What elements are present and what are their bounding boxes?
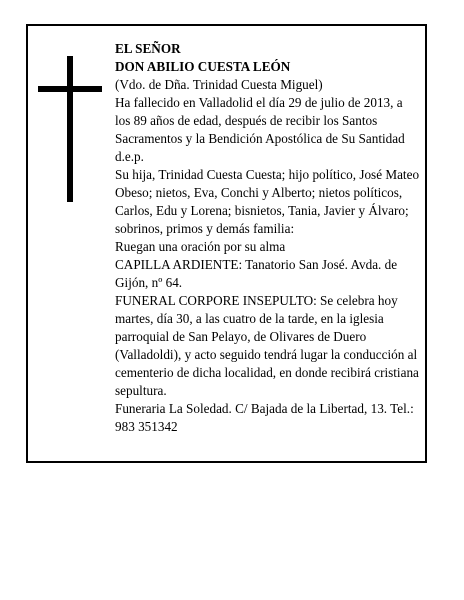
funeral-info: FUNERAL CORPORE INSEPULTO: Se celebra hoy martes, día 30, a las cuatro de la tarde, en la iglesia parroquial de San Pelayo, de Olivares de Duero (Valladoldi), y acto seguido tendrá lugar la conducción al cementerio de dicha localidad, en donde recibirá cristiana sepultura. xyxy=(115,293,419,398)
funeral-home-info: Funeraria La Soledad. C/ Bajada de la Libertad, 13. Tel.: 983 351342 xyxy=(115,401,414,434)
deceased-name: DON ABILIO CUESTA LEÓN xyxy=(115,59,291,74)
family-list: Su hija, Trinidad Cuesta Cuesta; hijo político, José Mateo Obeso; nietos, Eva, Conchi y Alberto; nietos políticos, Carlos, Edu y Lorena; bisnietos, Tania, Javier y Álvaro; sobrinos, primos y demás familia: xyxy=(115,167,420,236)
cross-vertical-bar xyxy=(67,56,73,202)
obituary-notice xyxy=(26,24,427,463)
death-announcement: Ha fallecido en Valladolid el día 29 de julio de 2013, a los 89 años de edad, después de recibir los Santos Sacramentos y la Bendición Apostólica de Su Santidad xyxy=(115,95,405,146)
prayer-request: Ruegan una oración por su alma xyxy=(115,239,286,254)
widow-of-line: (Vdo. de Dña. Trinidad Cuesta Miguel) xyxy=(115,77,323,92)
chapel-info: CAPILLA ARDIENTE: Tanatorio San José. Avda. de Gijón, nº 64. xyxy=(115,257,398,290)
notice-title: EL SEÑOR xyxy=(115,41,181,56)
obituary-text xyxy=(115,40,421,436)
cross-horizontal-bar xyxy=(38,86,102,92)
cross-icon xyxy=(38,56,102,202)
rip-line: d.e.p. xyxy=(115,149,144,164)
